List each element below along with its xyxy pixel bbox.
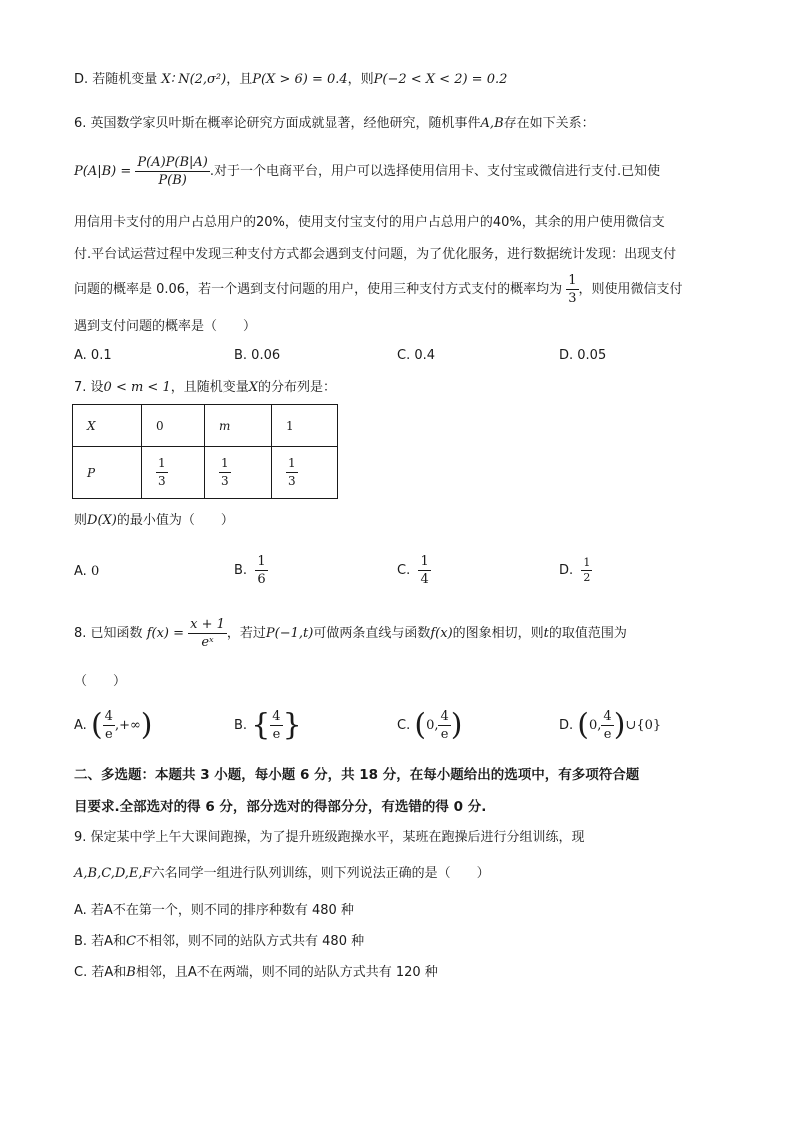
section2-header-line-1: 二、多选题：本题共 3 小题，每小题 6 分，共 18 分，在每小题给出的选项中，有多项符合题: [74, 767, 640, 783]
q9-option-b: [74, 933, 364, 951]
q6-formula-lhs: P(A|B) =: [74, 164, 132, 179]
frac-den: e: [440, 727, 449, 742]
q8-stem-mid: ，若过: [226, 626, 266, 641]
q7-distribution-table: [72, 404, 338, 499]
q6-line5-frac-num: 1: [568, 273, 577, 288]
right-paren-icon: ): [450, 707, 463, 743]
frac-den: eˣ: [201, 635, 214, 650]
frac-den: e: [104, 727, 113, 742]
q8-stem-fraction: [188, 616, 227, 651]
q6-line-1: [74, 115, 595, 133]
table-cell-p-1: [272, 447, 338, 499]
q6-bayes-formula-line: [74, 154, 660, 190]
q7-stem-mid: ，且随机变量: [170, 380, 249, 395]
table-row: [73, 447, 338, 499]
q7-stem-math-range: 0 < m < 1: [103, 380, 171, 395]
table-cell-x-m: m: [205, 405, 272, 447]
option-label: A.: [74, 564, 87, 579]
q8-stem-t: t: [543, 626, 549, 641]
q6-line5-fraction: [566, 272, 578, 307]
q7-ask-pre: 则: [74, 513, 88, 528]
option-label: D.: [559, 563, 574, 578]
section2-header-line-2: 目要求.全部选对的得 6 分，部分选对的得部分分，有选错的得 0 分.: [74, 799, 487, 815]
frac-den: 2: [583, 571, 591, 584]
right-paren-icon: ): [613, 707, 626, 743]
right-brace-icon: }: [282, 707, 302, 743]
q6-line-5: [74, 272, 683, 308]
q7-stem-tail: 的分布列是：: [258, 380, 337, 395]
q8-stem-point: P(−1,t): [265, 626, 314, 641]
q7-option-a: [74, 564, 99, 579]
q7-option-c: [397, 553, 431, 588]
table-cell-x-label: X: [73, 405, 142, 447]
frac-num: 1: [420, 554, 429, 569]
q5-optd-label: D. 若随机变量: [74, 72, 158, 87]
option-pre: 0,: [426, 718, 439, 733]
option-value: 0: [90, 564, 100, 579]
left-paren-icon: (: [577, 707, 590, 743]
q8-stem-mid2: 可做两条直线与函数: [313, 626, 431, 641]
frac-num: 4: [272, 709, 281, 724]
q6-line-6: 遇到支付问题的概率是（ ）: [74, 319, 257, 334]
q9-optc-pre: C. 若A和: [74, 965, 127, 980]
q6-option-c: C. 0.4: [397, 348, 436, 363]
frac-den: 6: [257, 572, 266, 587]
q7-stem-text: 7. 设: [74, 380, 104, 395]
q9-line2-math: A,B,C,D,E,F: [74, 866, 152, 881]
q9-optb-pre: B. 若A和: [74, 934, 127, 949]
q8-stem-fx: f(x) =: [146, 626, 184, 641]
frac-den: 3: [221, 474, 229, 488]
q9-line2-tail: 六名同学一组进行队列训练，则下列说法正确的是（ ）: [151, 866, 490, 881]
frac-den: 4: [420, 572, 429, 587]
q6-formula-denominator: P(B): [158, 173, 187, 188]
q6-line1-tail: 存在如下关系：: [503, 116, 595, 131]
q6-line1-text: 6. 英国数学家贝叶斯在概率论研究方面成就显著，经他研究，随机事件: [74, 116, 481, 131]
option-tail: ,+∞: [114, 718, 141, 733]
q9-optb-math: C: [126, 934, 137, 949]
q9-optc-math: B: [126, 965, 136, 980]
frac-den: e: [272, 727, 281, 742]
q6-line-4: 付.平台试运营过程中发现三种支付方式都会遇到支付问题，为了优化服务，进行数据统计发现：出现支付: [74, 247, 677, 262]
q9-line-2: [74, 865, 490, 883]
left-paren-icon: (: [414, 707, 427, 743]
q7-option-b: [234, 553, 268, 588]
frac-den: e: [603, 727, 612, 742]
option-tail: ∪{0}: [625, 718, 662, 733]
q8-option-c: [397, 706, 462, 746]
left-brace-icon: {: [251, 707, 271, 743]
option-label: D.: [559, 718, 574, 733]
frac-num: 1: [286, 455, 298, 473]
frac-den: 3: [288, 474, 296, 488]
q8-stem-tail: 的取值范围为: [548, 626, 627, 641]
q6-line5-text: 问题的概率是 0.06，若一个遇到支付问题的用户，使用三种支付方式支付的概率均为: [74, 282, 563, 297]
q6-option-d: D. 0.05: [559, 348, 607, 363]
q6-line1-math: A,B: [480, 116, 504, 131]
q7-ask-tail: 的最小值为（ ）: [116, 513, 234, 528]
q8-stem: [74, 616, 627, 652]
frac-num: 1: [583, 556, 591, 569]
frac-num: x + 1: [190, 617, 225, 632]
q8-option-d: [559, 706, 661, 746]
q6-option-b: B. 0.06: [234, 348, 281, 363]
table-cell-p-0: [142, 447, 205, 499]
table-cell-x-1: 1: [272, 405, 338, 447]
q6-formula-fraction: [135, 154, 210, 189]
q5-optd-text-then: ，则: [347, 72, 374, 87]
q5-option-d: [74, 71, 507, 89]
q8-stem-fx2: f(x): [430, 626, 453, 641]
q8-stem-pre: 8. 已知函数: [74, 626, 143, 641]
q9-option-a: A. 若A不在第一个，则不同的排序种数有 480 种: [74, 903, 354, 918]
option-pre: 0,: [589, 718, 602, 733]
option-label: C.: [397, 718, 411, 733]
option-label: B.: [234, 718, 248, 733]
q7-ask: [74, 512, 234, 530]
q7-option-d: [559, 556, 592, 585]
q5-optd-math-prob2: P(−2 < X < 2) = 0.2: [373, 72, 508, 87]
frac-num: 4: [603, 709, 612, 724]
option-label: C.: [397, 563, 411, 578]
q6-line-3: 用信用卡支付的用户占总用户的20%，使用支付宝支付的用户占总用户的40%，其余的用户使用微信支: [74, 215, 665, 230]
table-cell-x-0: 0: [142, 405, 205, 447]
q8-stem-mid3: 的图象相切，则: [452, 626, 544, 641]
q7-stem-math-x: X: [248, 380, 259, 395]
q8-answer-blank: （ ）: [74, 674, 127, 689]
q6-line5-tail: ，则使用微信支付: [578, 282, 683, 297]
q8-option-a: [74, 706, 153, 746]
q5-optd-math-x: X: [161, 72, 171, 87]
frac-num: 1: [156, 455, 168, 473]
q6-formula-tail: .对于一个电商平台，用户可以选择使用信用卡、支付宝或微信进行支付.已知使: [209, 164, 661, 179]
q5-optd-math-dist: ∶ N(2,σ²): [170, 72, 227, 87]
option-label: A.: [74, 718, 87, 733]
left-paren-icon: (: [90, 707, 103, 743]
table-row: [73, 405, 338, 447]
q6-option-a: A. 0.1: [74, 348, 112, 363]
q7-stem: [74, 379, 336, 397]
option-label: B.: [234, 563, 248, 578]
q9-optc-tail: 相邻，且A不在两端，则不同的站队方式共有 120 种: [135, 965, 438, 980]
q8-option-b: [234, 706, 302, 746]
frac-num: 1: [257, 554, 266, 569]
q9-line-1: 9. 保定某中学上午大课间跑操，为了提升班级跑操水平，某班在跑操后进行分组训练，现: [74, 830, 585, 845]
table-cell-p-m: [205, 447, 272, 499]
right-paren-icon: ): [140, 707, 153, 743]
frac-den: 3: [158, 474, 166, 488]
q9-option-c: [74, 964, 438, 982]
q6-formula-numerator: P(A)P(B|A): [137, 155, 208, 170]
q5-optd-text-and: ，且: [226, 72, 253, 87]
frac-num: 1: [219, 455, 231, 473]
table-cell-p-label: P: [73, 447, 142, 499]
q7-ask-math: D(X): [87, 513, 117, 528]
q5-optd-math-prob1: P(X > 6) = 0.4: [252, 72, 348, 87]
q6-line5-frac-den: 3: [568, 291, 577, 306]
q9-optb-tail: 不相邻，则不同的站队方式共有 480 种: [136, 934, 365, 949]
frac-num: 4: [104, 709, 113, 724]
frac-num: 4: [440, 709, 449, 724]
